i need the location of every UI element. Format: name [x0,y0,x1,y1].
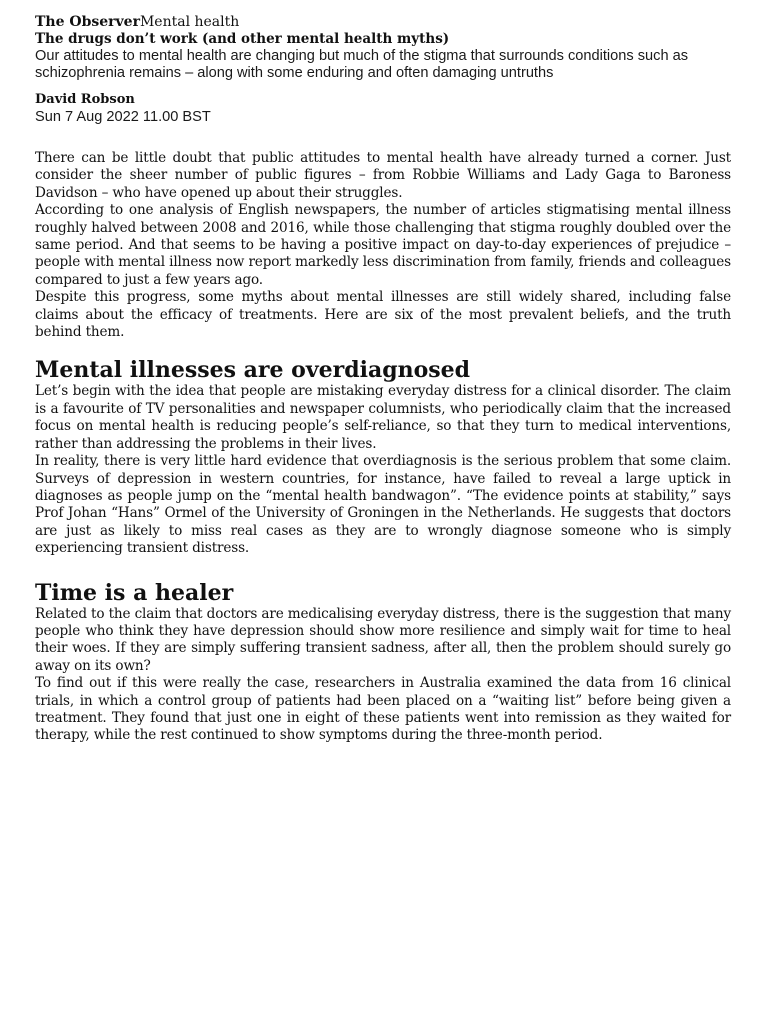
article-intro [35,150,731,341]
masthead-line [35,14,731,31]
body-paragraph: According to one analysis of English newspapers, the number of articles stigmatising mental illness roughly halved between 2008 and 2016, while those challenging that stigma roughly doubled over the same period. And that seems to be having a positive impact on day-to-day experiences of prejudice – people with mental illness now report markedly less discrimination from family, friends and colleagues compared to just a few years ago. [35,202,731,288]
body-paragraph: In reality, there is very little hard evidence that overdiagnosis is the serious problem that some claim. Surveys of depression in western countries, for instance, have failed to reveal a large uptick in diagnoses as people jump on the “mental health bandwagon”. “The evidence points at stability,” says Prof Johan “Hans” Ormel of the University of Groningen in the Netherlands. He suggests that doctors are just as likely to miss real cases as they are to wrongly diagnose someone who is simply experiencing transient distress. [35,453,731,557]
author-byline[interactable]: David Robson [35,92,135,107]
section-heading: Mental illnesses are overdiagnosed [35,357,471,384]
article-standfirst: Our attitudes to mental health are changing but much of the stigma that surrounds conditions such as schizophrenia remains – along with some enduring and often damaging untruths [35,48,689,81]
body-paragraph: Let’s begin with the idea that people are mistaking everyday distress for a clinical disorder. The claim is a favourite of TV personalities and newspaper columnists, who periodically claim that the increased focus on mental health is reducing people’s self-reliance, so that they turn to medical interventions, rather than addressing the problems in their lives. [35,383,731,452]
publish-date: Sun 7 Aug 2022 11.00 BST [35,109,211,125]
body-paragraph: Related to the claim that doctors are medicalising everyday distress, there is the suggestion that many people who think they have depression should show more resilience and simply wait for time to heal their woes. If they are simply suffering transient sadness, after all, then the problem should surely go away on its own? [35,605,731,674]
publication-name[interactable]: The Observer [35,14,140,30]
article-headline: The drugs don’t work (and other mental health myths) [35,31,450,47]
body-paragraph: To find out if this were really the case, researchers in Australia examined the data from 16 clinical trials, in which a control group of patients had been placed on a “waiting list” before being given a treatment. They found that just one in eight of these patients went into remission as they waited for therapy, while the rest continued to show symptoms during the three-month period. [35,675,731,744]
body-paragraph: There can be little doubt that public attitudes to mental health have already turned a corner. Just consider the sheer number of public figures – from Robbie Williams and Lady Gaga to Baroness Davidson – who have opened up about their struggles. [35,150,731,201]
body-paragraph: Despite this progress, some myths about mental illnesses are still widely shared, including false claims about the efficacy of treatments. Here are six of the most prevalent beliefs, and the truth behind them. [35,289,731,341]
section-label[interactable]: Mental health [139,14,240,30]
section-heading: Time is a healer [35,579,234,606]
